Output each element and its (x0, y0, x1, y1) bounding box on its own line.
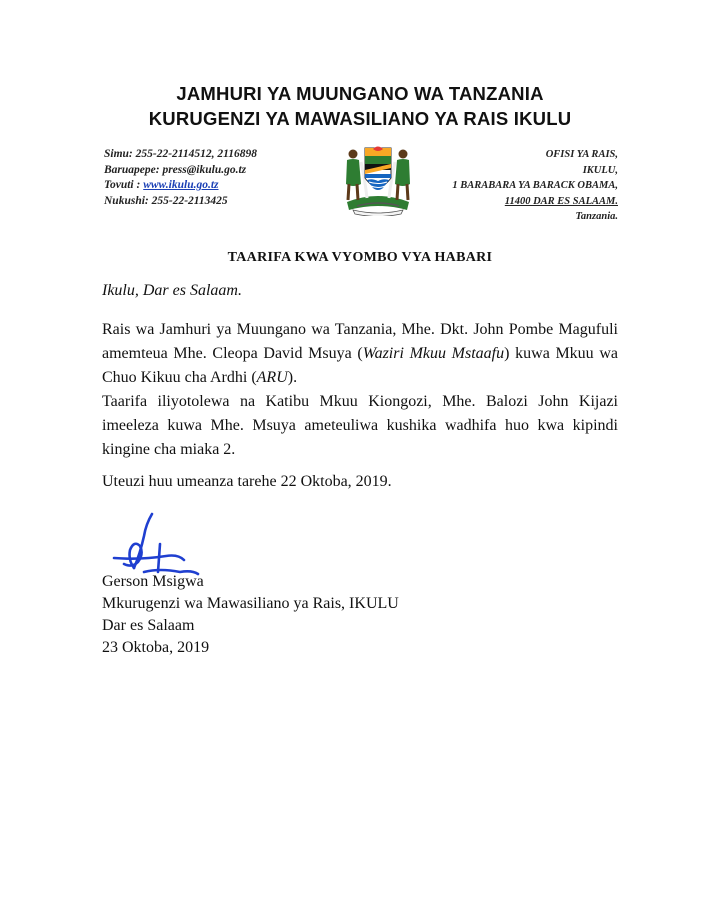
address-line-1: OFISI YA RAIS, (545, 149, 618, 160)
signatory-city: Dar es Salaam (102, 617, 195, 634)
paragraph-2: Taarifa iliyotolewa na Katibu Mkuu Kiongozi, Mhe. Balozi John Kijazi imeeleza kuwa Mhe. Msuya ameteuliwa kushika wadhifa huo kwa kipindi kingine cha miaka 2. (102, 393, 618, 458)
address-line-3: 1 BARABARA YA BARACK OBAMA, (452, 180, 618, 191)
address-line-5: Tanzania. (575, 211, 618, 222)
email-line: Baruapepe: press@ikulu.go.tz (104, 163, 247, 176)
signatory-name: Gerson Msigwa (102, 573, 204, 590)
p1-text-c: ). (287, 369, 298, 386)
document-title: TAARIFA KWA VYOMBO VYA HABARI (227, 250, 493, 265)
website-line (104, 178, 257, 194)
p1-text-a: Rais wa Jamhuri ya Muungano wa Tanzania, Mhe. Dkt. John Pombe Magufuli amemteua Mhe. Cleopa David Msuya ( (102, 321, 618, 362)
address-block-right (418, 147, 618, 225)
header-line-2: KURUGENZI YA MAWASILIANO YA RAIS IKULU (148, 108, 572, 129)
coat-of-arms-icon (337, 140, 419, 216)
phone-line: Simu: 255-22-2114512, 2116898 (104, 148, 258, 160)
signatory-date: 23 Oktoba, 2019 (102, 639, 210, 656)
place-line: Ikulu, Dar es Salaam. (102, 282, 242, 299)
paragraph-3: Uteuzi huu umeanza tarehe 22 Oktoba, 2019. (102, 473, 392, 490)
address-line-4: 11400 DAR ES SALAAM. (504, 195, 618, 207)
signatory-title: Mkurugenzi wa Mawasiliano ya Rais, IKULU (102, 595, 399, 612)
p1-italic-b: ARU (256, 369, 288, 386)
website-label: Tovuti : (104, 179, 144, 191)
fax-line: Nukushi: 255-22-2113425 (104, 194, 228, 207)
p1-text-b: ) kuwa Mkuu wa Chuo Kikuu cha Ardhi ( (102, 345, 619, 386)
header-line-1: JAMHURI YA MUUNGANO WA TANZANIA (176, 83, 544, 104)
signatory-block (102, 571, 399, 659)
contact-block-left (104, 147, 257, 209)
address-line-2: IKULU, (582, 164, 618, 176)
p1-italic-a: Waziri Mkuu Mstaafu (362, 345, 505, 362)
website-link[interactable]: www.ikulu.go.tz (143, 179, 219, 191)
paragraph-1 (102, 318, 618, 390)
